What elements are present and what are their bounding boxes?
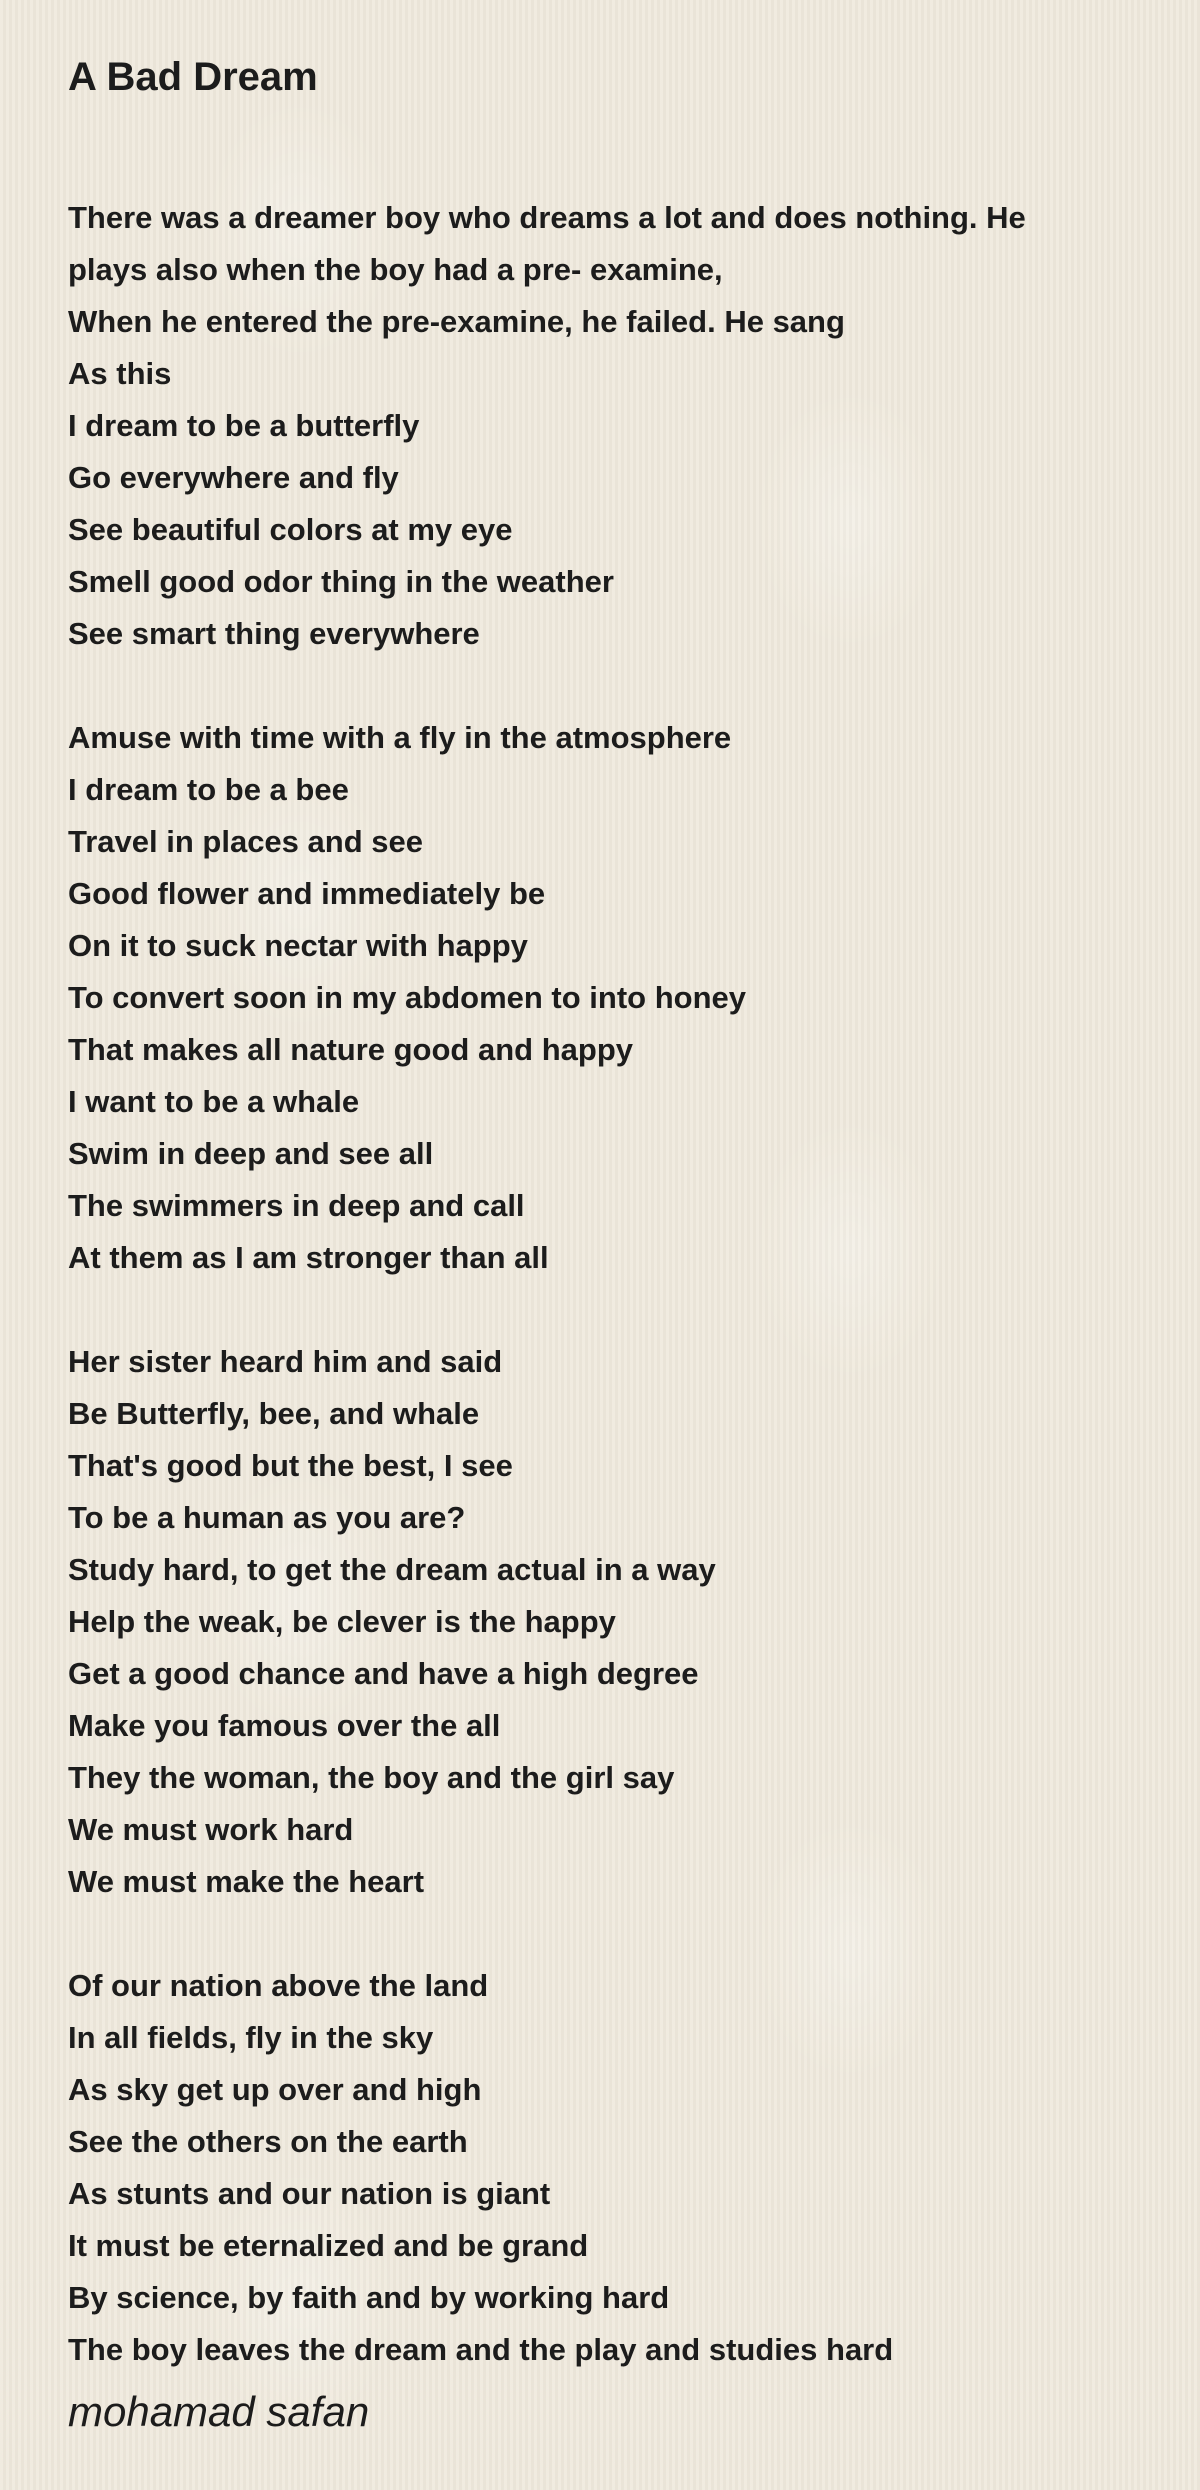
poem-line: Good flower and immediately be <box>68 876 546 911</box>
poem-line: Of our nation above the land <box>68 1968 489 2003</box>
poem-line: The boy leaves the dream and the play and studies hard <box>68 2332 894 2367</box>
poem-line: As this <box>68 356 172 391</box>
poem-page <box>68 44 1148 2376</box>
poem-body <box>68 192 1148 2376</box>
poem-line: Be Butterfly, bee, and whale <box>68 1396 480 1431</box>
poem-line: Her sister heard him and said <box>68 1344 503 1379</box>
poem-line: To be a human as you are? <box>68 1500 466 1535</box>
poem-line: See beautiful colors at my eye <box>68 512 513 547</box>
poem-line: They the woman, the boy and the girl say <box>68 1760 675 1795</box>
poem-line: That makes all nature good and happy <box>68 1032 633 1067</box>
poem-line: Go everywhere and fly <box>68 460 399 495</box>
poem-line: In all fields, fly in the sky <box>68 2020 434 2055</box>
poem-line: Amuse with time with a fly in the atmosphere <box>68 720 732 755</box>
poem-line: That's good but the best, I see <box>68 1448 513 1483</box>
poem-line: It must be eternalized and be grand <box>68 2228 589 2263</box>
poem-line: On it to suck nectar with happy <box>68 928 528 963</box>
stanza <box>68 192 1148 660</box>
poem-line: Help the weak, be clever is the happy <box>68 1604 616 1639</box>
poem-line: plays also when the boy had a pre- examine, <box>68 252 723 287</box>
poem-line: At them as I am stronger than all <box>68 1240 549 1275</box>
stanza <box>68 1336 1148 1908</box>
poem-line: We must make the heart <box>68 1864 425 1899</box>
poem-line: See the others on the earth <box>68 2124 468 2159</box>
stanza <box>68 712 1148 1284</box>
poem-line: The swimmers in deep and call <box>68 1188 525 1223</box>
poem-line: As sky get up over and high <box>68 2072 482 2107</box>
poem-line: To convert soon in my abdomen to into honey <box>68 980 747 1015</box>
poem-line: Travel in places and see <box>68 824 423 859</box>
poem-line: I dream to be a butterfly <box>68 408 420 443</box>
poem-title: A Bad Dream <box>68 55 318 99</box>
stanza <box>68 1960 1148 2376</box>
poem-line: Study hard, to get the dream actual in a way <box>68 1552 716 1587</box>
poem-line: Smell good odor thing in the weather <box>68 564 614 599</box>
poem-author: mohamad safan <box>68 2388 370 2435</box>
poem-line: See smart thing everywhere <box>68 616 480 651</box>
poem-line: By science, by faith and by working hard <box>68 2280 670 2315</box>
poem-line: I want to be a whale <box>68 1084 360 1119</box>
poem-line: As stunts and our nation is giant <box>68 2176 551 2211</box>
poem-line: There was a dreamer boy who dreams a lot and does nothing. He <box>68 200 1026 235</box>
poem-line: Swim in deep and see all <box>68 1136 434 1171</box>
poem-line: We must work hard <box>68 1812 354 1847</box>
poem-line: Get a good chance and have a high degree <box>68 1656 699 1691</box>
poem-line: I dream to be a bee <box>68 772 349 807</box>
poem-line: Make you famous over the all <box>68 1708 501 1743</box>
poem-line: When he entered the pre-examine, he failed. He sang <box>68 304 845 339</box>
